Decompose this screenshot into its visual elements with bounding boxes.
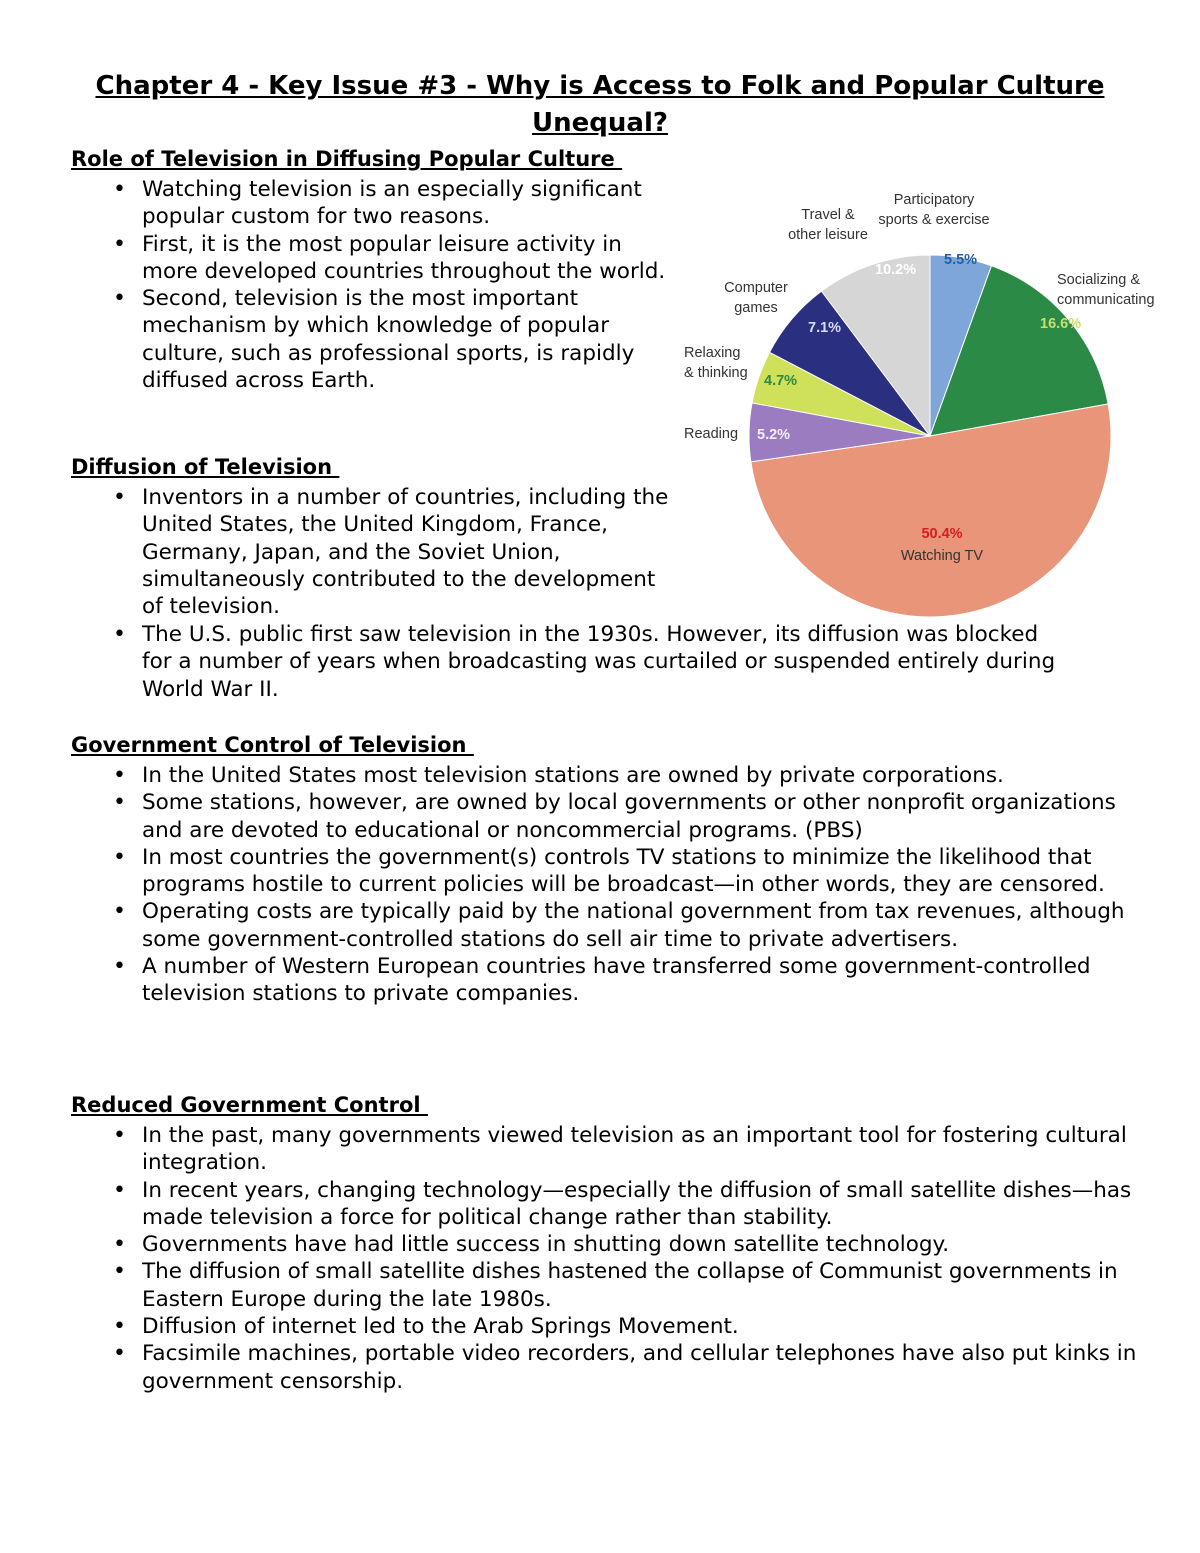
bullet-icon: • [113, 622, 126, 647]
list-item: • First, it is the most popular leisure activity in more developed countries throughout the world. [113, 231, 666, 284]
bullet-icon: • [113, 954, 126, 980]
bullet-icon: • [113, 1341, 126, 1367]
bullet-icon: • [113, 899, 126, 925]
slice-value-label: 5.5% [944, 252, 978, 268]
diffusion-bullet-list [71, 484, 671, 620]
bullet-icon: • [113, 1314, 126, 1340]
page-title: Chapter 4 - Key Issue #3 - Why is Access to Folk and Popular Culture Unequal? [95, 71, 1105, 138]
list-item: • The diffusion of small satellite dishes hastened the collapse of Communist governments in Eastern Europe during the late 1980s. [113, 1259, 1118, 1312]
bullet-icon: • [113, 231, 126, 257]
government-bullet-list [71, 762, 1151, 1008]
slice-value-label: 50.4% [921, 526, 963, 542]
list-item: • In recent years, changing technology—especially the diffusion of small satellite dishes—has made television a force for political change rather than stability. [113, 1177, 1132, 1230]
list-item: • The U.S. public first saw television in the 1930s. However, its diffusion was blocked for a number of years when broadcasting was curtailed or suspended entirely during World War II. [113, 622, 1056, 702]
slice-value-label: 7.1% [808, 320, 842, 336]
section-heading-reduced-government-control: Reduced Government Control [71, 1093, 428, 1117]
list-item: • In the past, many governments viewed television as an important tool for fostering cultural integration. [113, 1123, 1127, 1176]
list-item: • A number of Western European countries have transferred some government-controlled television stations to private companies. [113, 954, 1091, 1007]
slice-label: Computer games [724, 280, 788, 316]
slice-label: Reading [684, 426, 739, 442]
diffusion-bullet-list-2 [71, 621, 1056, 703]
section-heading-role-of-television: Role of Television in Diffusing Popular Culture [71, 147, 623, 171]
slice-label: Participatory sports & exercise [878, 192, 990, 228]
section-heading-diffusion-of-television: Diffusion of Television [71, 455, 340, 479]
leisure-time-pie-chart [672, 186, 1182, 641]
section-heading-government-control: Government Control of Television [71, 733, 474, 757]
list-item: • Watching television is an especially significant popular custom for two reasons. [113, 177, 642, 230]
bullet-icon: • [113, 1232, 126, 1258]
slice-value-label: 16.6% [1040, 316, 1082, 332]
slice-label: Relaxing & thinking [684, 345, 748, 381]
slice-label: Watching TV [900, 548, 984, 564]
slice-value-label: 5.2% [757, 427, 791, 443]
bullet-icon: • [113, 286, 126, 312]
role-bullet-list [71, 176, 671, 394]
bullet-icon: • [113, 790, 126, 816]
slice-value-label: 10.2% [875, 262, 917, 278]
bullet-icon: • [113, 485, 126, 510]
bullet-icon: • [113, 844, 126, 870]
list-item: • Diffusion of internet led to the Arab Springs Movement. [113, 1314, 739, 1340]
list-item: • Operating costs are typically paid by the national government from tax revenues, although some government-controlled stations do sell air time to private advertisers. [113, 899, 1125, 952]
bullet-icon: • [113, 763, 126, 788]
list-item: • Governments have had little success in shutting down satellite technology. [113, 1232, 950, 1258]
slice-label: Travel & other leisure [788, 207, 868, 243]
bullet-icon: • [113, 1123, 126, 1148]
list-item: • In most countries the government(s) controls TV stations to minimize the likelihood that programs hostile to current policies will be broadcast—in other words, they are censored. [113, 844, 1105, 898]
list-item: • Second, television is the most important mechanism by which knowledge of popular culture, such as professional sports, is rapidly diffused across Earth. [113, 286, 635, 394]
reduced-bullet-list [71, 1122, 1151, 1395]
list-item: • In the United States most television stations are owned by private corporations. [113, 763, 1004, 788]
list-item: • Inventors in a number of countries, including the United States, the United Kingdom, France, Germany, Japan, and the Soviet Union, simultaneously contributed to the development of television. [113, 485, 669, 620]
list-item: • Facsimile machines, portable video recorders, and cellular telephones have also put kinks in government censorship. [113, 1341, 1137, 1394]
slice-label: Socializing & communicating [1057, 272, 1155, 308]
slice-value-label: 4.7% [764, 373, 798, 389]
bullet-icon: • [113, 177, 126, 202]
bullet-icon: • [113, 1177, 126, 1203]
list-item: • Some stations, however, are owned by local governments or other nonprofit organizations and are devoted to educational or noncommercial programs. (PBS) [113, 790, 1116, 843]
bullet-icon: • [113, 1259, 126, 1285]
